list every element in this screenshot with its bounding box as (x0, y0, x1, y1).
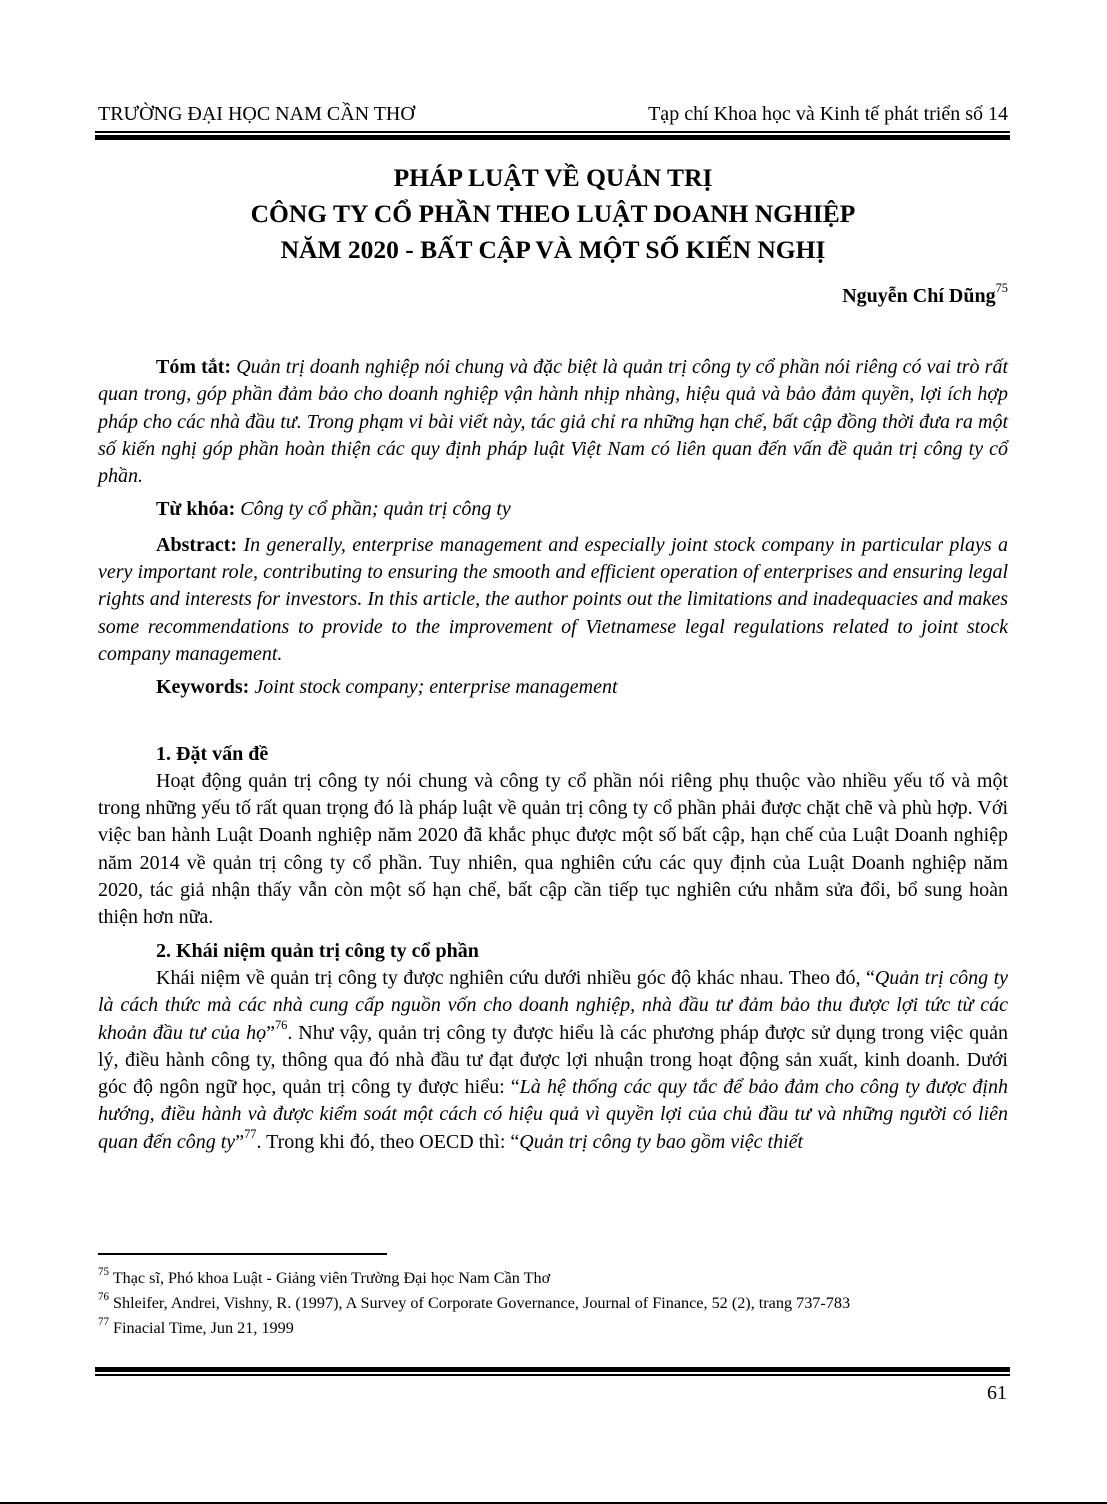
footnotes (98, 1266, 1018, 1340)
header-journal: Tạp chí Khoa học và Kinh tế phát triển số 14 (648, 103, 1008, 125)
footnote (98, 1266, 1018, 1291)
section-2-paragraph (98, 965, 1008, 1156)
section-heading-2: 2. Khái niệm quản trị công ty cổ phần (156, 939, 479, 962)
title-line: CÔNG TY CỔ PHẦN THEO LUẬT DOANH NGHIỆP (250, 199, 856, 228)
footnote-number: 75 (98, 1265, 109, 1278)
footnote (98, 1316, 1018, 1341)
quotation: Quản trị công ty là cách thức mà các nhà cung cấp nguồn vốn cho doanh nghiệp, nhà đầu tư đảm bảo thu được lợi tức từ các khoản đầu tư của họ (98, 966, 1009, 1044)
footnote-text: Shleifer, Andrei, Vishny, R. (1997), A Survey of Corporate Governance, Journal of Finance, 52 (2), trang 737-783 (109, 1293, 851, 1312)
footnote-ref[interactable]: 77 (244, 1127, 257, 1142)
keywords-vi-text: Công ty cổ phần; quản trị công ty (240, 498, 511, 521)
author-name: Nguyễn Chí Dũng (842, 285, 996, 307)
abstract-vi-label: Tóm tắt: (156, 356, 232, 378)
header-rule (95, 131, 1010, 140)
article-body (98, 354, 1008, 1156)
text-run: . Trong khi đó, theo OECD thì: “ (256, 1130, 520, 1153)
page-number: 61 (987, 1382, 1007, 1404)
abstract-vi (98, 354, 1008, 490)
footnote-text: Finacial Time, Jun 21, 1999 (109, 1318, 294, 1337)
quotation: Quản trị công ty bao gồm việc thiết (519, 1130, 804, 1153)
keywords-vi (98, 496, 1008, 523)
header-institution: TRƯỜNG ĐẠI HỌC NAM CẦN THƠ (98, 103, 415, 125)
article-title (98, 160, 1008, 268)
footnote-ref[interactable]: 76 (274, 1018, 288, 1033)
footnote-number: 76 (98, 1290, 109, 1303)
abstract-en-label: Abstract: (156, 533, 238, 556)
keywords-vi-label: Từ khóa: (156, 498, 236, 521)
section-1-paragraph: Hoạt động quản trị công ty nói chung và công ty cổ phần nói riêng phụ thuộc vào nhiều yếu tố và một trong những yếu tố rất quan trọng đó là pháp luật về quản trị công ty cổ phần phải được chặt chẽ và phù hợp. Với việc ban hành Luật Doanh nghiệp năm 2020 đã khắc phục được một số bất cập, hạn chế của Luật Doanh nghiệp năm 2014 về quản trị công ty cổ phần. Tuy nhiên, qua nghiên cứu các quy định của Luật Doanh nghiệp năm 2020, tác giả nhận thấy vẫn còn một số hạn chế, bất cập cần tiếp tục nghiên cứu nhằm sửa đổi, bổ sung hoàn thiện hơn nữa. (98, 769, 1008, 929)
text-run: ” (266, 1021, 275, 1044)
abstract-en (98, 532, 1008, 668)
title-line: PHÁP LUẬT VỀ QUẢN TRỊ (393, 163, 713, 192)
text-run: . Như vậy, quản trị công ty được hiểu là các phương pháp được sử dụng trong việc quản lý, điều hành công ty, thông qua đó nhà đầu tư đạt được lợi nhuận trong hoạt động sản xuất, kinh doanh. Dưới góc độ ngôn ngữ học, quản trị công ty được hiểu: “ (98, 1021, 1008, 1099)
footnote (98, 1291, 1018, 1316)
author-byline (842, 281, 1008, 311)
text-run: ” (235, 1130, 245, 1153)
title-line: NĂM 2020 - BẤT CẬP VÀ MỘT SỐ KIẾN NGHỊ (280, 235, 826, 264)
footnote-number: 77 (98, 1315, 109, 1328)
quotation: Là hệ thống các quy tắc để bảo đảm cho công ty được định hướng, điều hành và được kiểm soát một cách có hiệu quả vì quyền lợi của chủ đầu tư và những người có liên quan đến công ty (98, 1076, 1008, 1153)
abstract-vi-text: Quản trị doanh nghiệp nói chung và đặc biệt là quản trị công ty cổ phần nói riêng có vai trò rất quan trong, góp phần đảm bảo cho doanh nghiệp vận hành nhịp nhàng, hiệu quả và bảo đảm quyền, lợi ích hợp pháp cho các nhà đầu tư. Trong phạm vi bài viết này, tác giả chỉ ra những hạn chế, bất cập đồng thời đưa ra một số kiến nghị góp phần hoàn thiện các quy định pháp luật Việt Nam có liên quan đến vấn đề quản trị công ty cổ phần. (98, 356, 1009, 488)
footnote-ref[interactable]: 75 (995, 281, 1008, 296)
abstract-en-text: In generally, enterprise management and especially joint stock company in particular plays a very important role, contributing to ensuring the smooth and efficient operation of enterprises and ensuring legal rights and interests for investors. In this article, the author points out the limitations and inadequacies and makes some recommendations to provide to the improvement of Vietnamese legal regulations related to joint stock company management. (98, 533, 1009, 665)
footnote-text: Thạc sĩ, Phó khoa Luật - Giảng viên Trường Đại học Nam Cần Thơ (109, 1269, 551, 1287)
footnote-separator (98, 1253, 387, 1255)
keywords-en-label: Keywords: (156, 676, 250, 699)
keywords-en (98, 674, 1008, 701)
footer-rule (95, 1367, 1010, 1376)
keywords-en-text: Joint stock company; enterprise management (254, 676, 618, 699)
text-run: Khái niệm về quản trị công ty được nghiên cứu dưới nhiều góc độ khác nhau. Theo đó, “ (156, 966, 875, 989)
running-header (98, 102, 1008, 126)
section-heading-1: 1. Đặt vấn đề (156, 742, 269, 765)
